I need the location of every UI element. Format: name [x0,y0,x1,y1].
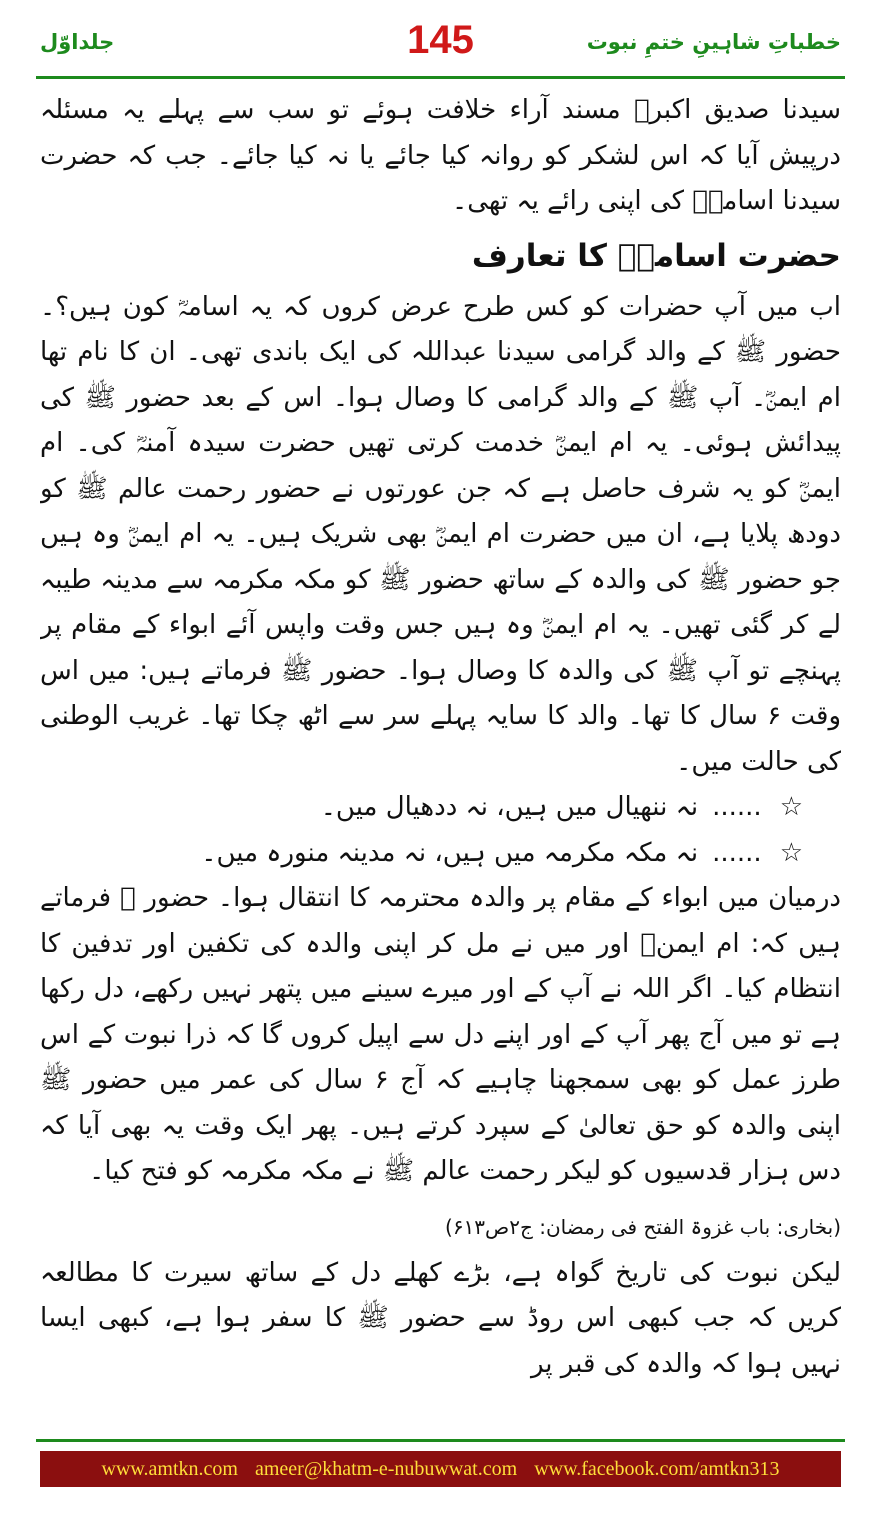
footer-divider [36,1439,845,1442]
website-link[interactable]: www.amtkn.com [101,1458,238,1480]
star-icon: ☆ [779,837,803,868]
intro-paragraph: سیدنا صدیق اکبرؓ مسند آراء خلافت ہوئے تو سب سے پہلے یہ مسئلہ درپیش آیا کہ اس لشکر کو روانہ کیا جائے یا نہ کیا جائے۔ جب کہ حضرت سیدنا اسامہؓ کی اپنی رائے یہ تھی۔ [40,95,841,216]
page-body [40,88,841,1428]
reference-citation: (بخاری: باب غزوۃ الفتح فی رمضان: ج۲ص۶۱۳) [445,1214,841,1239]
book-title: خطباتِ شاہینِ ختمِ نبوت [586,30,841,54]
page-number: 145 [407,18,474,62]
bullet-item-2 [40,831,841,877]
bullet-item-1 [40,785,841,831]
facebook-link[interactable]: www.facebook.com/amtkn313 [534,1458,780,1480]
email-link[interactable]: ameer@khatm-e-nubuwwat.com [254,1458,518,1480]
bullet-text: نہ ننھیال میں ہیں، نہ ددھیال میں۔ [320,792,699,822]
volume-label: جلداوّل [40,30,115,54]
paragraph-2: درمیان میں ابواء کے مقام پر والدہ محترمہ کا انتقال ہوا۔ حضور ﷺ فرماتے ہیں کہ: ام ایمنؓ اور میں نے مل کر اپنی والدہ کی تکفین اور تدفین کا انتظام کیا۔ اگر اللہ نے آپ کے اور میرے سینے میں پتھر نہیں رکھے، دل رکھا ہے تو میں آج پھر آپ کے اور اپنے دل سے اپیل کروں گا کہ ذرا نبوت کے اس طرز عمل کو بھی سمجھنا چاہیے کہ آج ۶ سال کی عمر میں حضور ﷺ اپنی والدہ کو حق تعالیٰ کے سپرد کرتے ہیں۔ پھر ایک وقت یہ بھی آیا کہ دس ہزار قدسیوں کو لیکر رحمت عالم ﷺ نے مکہ مکرمہ کو فتح کیا۔ [40,883,841,1186]
paragraph-3: لیکن نبوت کی تاریخ گواہ ہے، بڑے کھلے دل کے ساتھ سیرت کا مطالعہ کریں کہ جب کبھی اس روڈ سے حضور ﷺ کا سفر ہوا ہے، کبھی ایسا نہیں ہوا کہ والدہ کی قبر پر [40,1257,841,1379]
footer-bar [40,1451,841,1487]
bullet-text: نہ مکہ مکرمہ میں ہیں، نہ مدینہ منورہ میں۔ [201,837,699,868]
header-divider [36,76,845,79]
paragraph-1: اب میں آپ حضرات کو کس طرح عرض کروں کہ یہ اسامہؓ کون ہیں؟۔ حضور ﷺ کے والد گرامی سیدنا عبداللہ کی ایک باندی تھی۔ ان کا نام تھا ام ایمنؓ۔ آپ ﷺ کے والد گرامی کا وصال ہوا۔ اس کے بعد حضور ﷺ کی پیدائش ہوئی۔ یہ ام ایمنؓ خدمت کرتی تھیں حضرت سیدہ آمنہؓ کی۔ ام ایمنؓ کو یہ شرف حاصل ہے کہ جن عورتوں نے حضور رحمت عالم ﷺ کو دودھ پلایا ہے، ان میں حضرت ام ایمنؓ بھی شریک ہیں۔ یہ ام ایمنؓ وہ ہیں جو حضور ﷺ کی والدہ کے ساتھ حضور ﷺ کو مکہ مکرمہ سے مدینہ طیبہ لے کر گئی تھیں۔ یہ ام ایمنؓ وہ ہیں جس وقت واپس آئے ابواء کے مقام پر پہنچے تو آپ ﷺ کی والدہ کا وصال ہوا۔ حضور ﷺ فرماتے ہیں: میں اس وقت ۶ سال کا تھا۔ والد کا سایہ پہلے سر سے اٹھ چکا تھا۔ غریب الوطنی کی حالت میں۔ [40,291,841,777]
section-heading: حضرت اسامہؓ کا تعارف [471,237,841,274]
page-header [30,18,851,66]
star-icon: ☆ [779,792,803,822]
bullet-dots: ...... [712,792,762,822]
bullet-dots: ...... [712,837,762,868]
